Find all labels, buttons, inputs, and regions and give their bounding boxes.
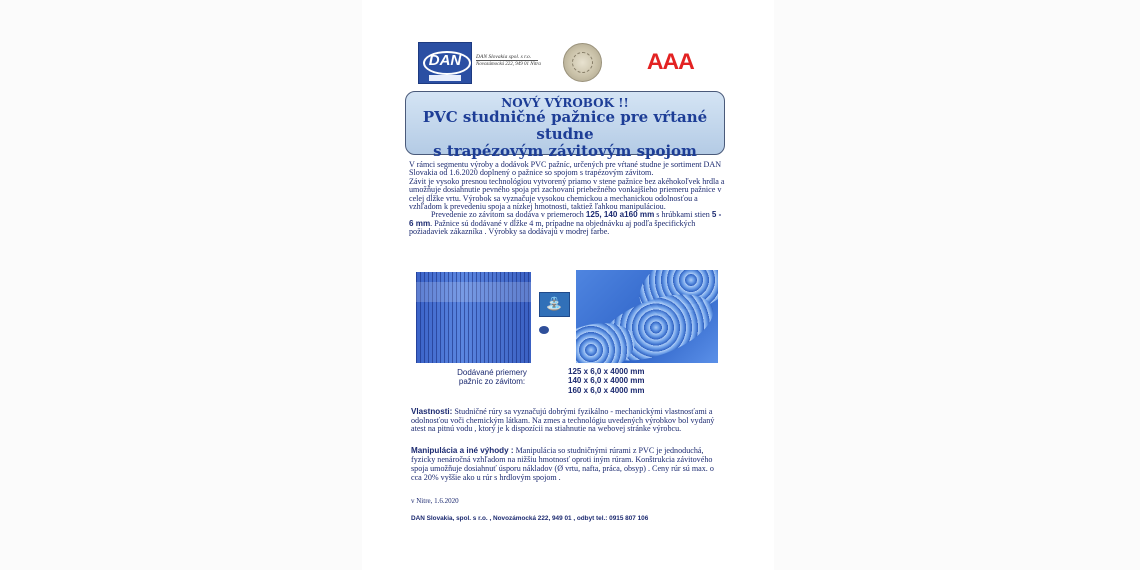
product-title [405,109,725,160]
handling-text: Manipulácia so studničnými rúrami z PVC je jednoduchá, fyzicky nenáročná vzhľadom na nižšiu hmotnosť oproti iným rúram. Konštrukcia závitového spoja umožňuje dosiahnuť úsporu nákladov (Ø vrtu, nafta, práca, obsyp) . Ceny rúr sú max. o cca 20% vyššie ako u rúr s hrdlovým spojom . [411,446,714,482]
dan-logo: DAN [418,42,472,84]
quality-seal-icon [563,43,602,82]
product-title-line-2: s trapézovým závitovým spojom [433,142,697,160]
company-address: Novozámocká 222, 949 01 Nitra [476,62,541,67]
pipes-photo [576,270,718,363]
dimensions-list [568,367,645,395]
properties-label: Vlastnosti: [411,407,453,416]
footer-contact: DAN Slovakia, spol. s r.o. , Novozámocká 222, 949 01 , odbyt tel.: 0915 807 106 [411,515,649,522]
date-line: v Nitre, 1.6.2020 [411,497,459,505]
intro-text [409,161,725,237]
drinking-water-icon: ⛲ [539,292,570,317]
properties-section [411,408,721,434]
certification-icon [539,326,549,334]
paragraph-2: Závit je vysoko presnou technológiou vytvorený priamo v stene pažnice bez akéhokoľvek hrdla a umožňuje dosiahnutie pevného spoja pri zachovaní priebežného vonkajšieho priemeru pažnice v celej dĺžke vrtu. Výrobok sa vyznačuje vysokou chemickou a mechanickou odolnosťou a vzhľadom k prevedeniu spoja a nízkej hmotnosti, taktiež ľahkou manipuláciou. [409,176,725,212]
handling-section [411,447,721,483]
company-info [476,54,541,68]
divider [476,60,538,61]
properties-text: Studničné rúry sa vyznačujú dobrými fyzikálno - mechanickými vlastnosťami a odolnosťou voči chemickým látkam. Na zmes a technológiu uvedených výrobkov bol vydaný atest na pitnú vodu , ktorý je k dispozícii na stiahnutie na webovej stránke výrobcu. [411,407,715,434]
wall-thickness: 5 - 6 mm [409,210,722,228]
handling-label: Manipulácia a iné výhody : [411,446,514,455]
product-title-line-1: PVC studničné pažnice pre vŕtané studne [422,108,708,143]
diameters-caption: Dodávané priemery pažníc zo závitom: [457,368,527,386]
diameters: 125, 140 a160 mm [585,210,655,220]
dimension-item: 160 x 6,0 x 4000 mm [568,385,645,395]
new-product-heading: NOVÝ VÝROBOK !! [501,96,629,110]
aaa-logo: AAA [646,49,694,74]
pipe-thread-photo [416,272,531,363]
paragraph-3: Prevedenie zo závitom sa dodáva v priemeroch 125, 140 a160 mm s hrúbkami stien 5 - 6 mm. Pažnice sú dodávané v dĺžke 4 m, prípadne na objednávku aj podľa špecifických požiadaviek zákazníka . Výrobky sa dodávajú v modrej farbe. [409,210,722,237]
dimension-item: 125 x 6,0 x 4000 mm [568,367,645,376]
company-name: DAN Slovakia spol. s r.o. [476,54,532,60]
paragraph-1: V rámci segmentu výroby a dodávok PVC pažníc, určených pre vŕtané studne je sortiment DAN Slovakia od 1.6.2020 doplnený o pažnice so spojom s trapézovým závitom. [409,160,722,178]
dimension-item: 140 x 6,0 x 4000 mm [568,376,645,386]
